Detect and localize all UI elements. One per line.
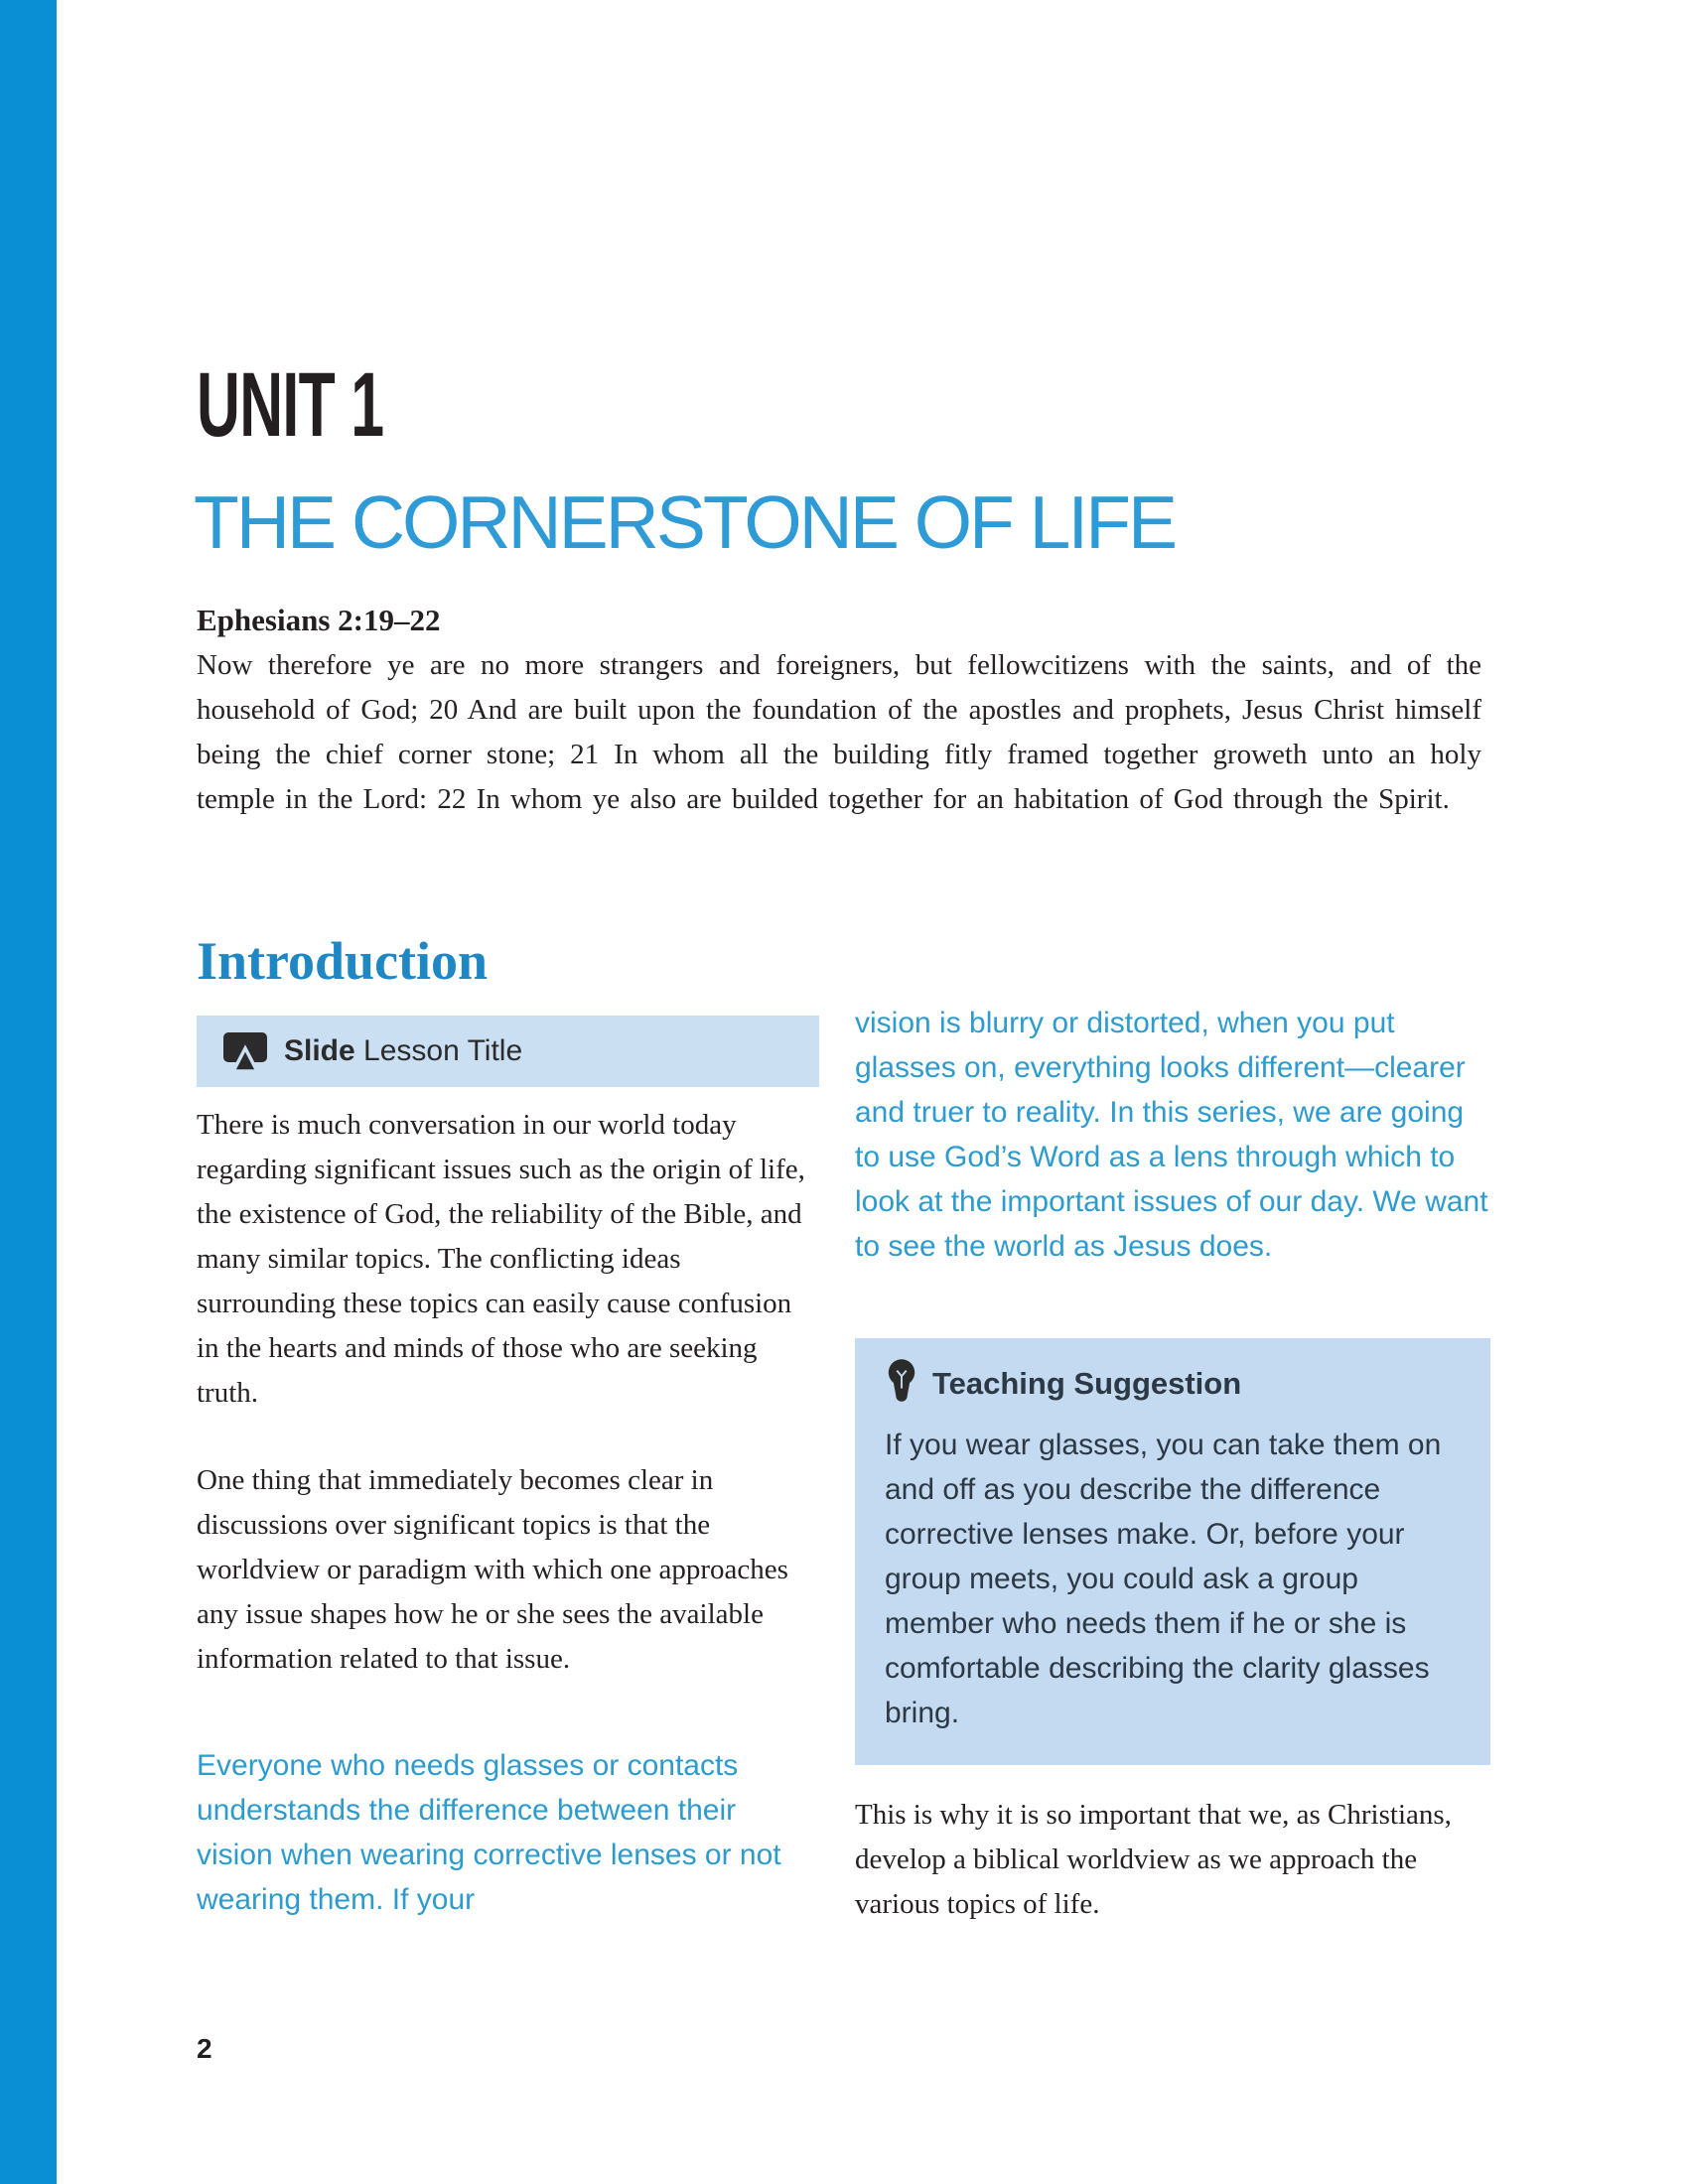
scripture-reference: Ephesians 2:19–22	[197, 603, 441, 637]
blue-illustration-paragraph-continued: vision is blurry or distorted, when you put glasses on, everything looks different—clearer and truer to reality. In this series, we are going to use God’s Word as a lens through which to look at the important issues of our day. We want to see the world as Jesus does.	[855, 1007, 1488, 1263]
airplay-slide-icon	[222, 1031, 268, 1071]
page-number: 2	[197, 2033, 212, 2064]
intro-paragraph-1: There is much conversation in our world today regarding significant issues such as the origin of life, the existence of God, the reliability of the Bible, and many similar topics. The conflicting ideas surrounding these topics can easily cause confusion in the hearts and minds of those who are seeking truth.	[197, 1109, 805, 1409]
spine-accent-bar	[0, 0, 57, 2184]
teaching-suggestion-callout	[855, 1338, 1490, 1765]
right-column	[855, 1001, 1490, 1927]
slide-banner	[197, 1016, 819, 1087]
blue-illustration-paragraph-start: Everyone who needs glasses or contacts understands the difference between their vision when wearing corrective lenses or not wearing them. If your	[197, 1749, 781, 1916]
left-column	[197, 1016, 819, 1922]
scripture-text: Now therefore ye are no more strangers and foreigners, but fellowcitizens with the saints, and of the household of God; 20 And are built upon the foundation of the apostles and prophets, Jesus Christ himself being the chief corner stone; 21 In whom all the building fitly framed together groweth unto an holy temple in the Lord: 22 In whom ye also are builded together for an habitation of God through the Spirit.	[197, 649, 1481, 815]
teaching-suggestion-title: Teaching Suggestion	[932, 1365, 1242, 1401]
unit-label: UNIT 1	[197, 354, 384, 456]
teaching-suggestion-body: If you wear glasses, you can take them on and off as you describe the difference corrective lenses make. Or, before your group meets, you could ask a group member who needs them if he or she is comfortable describing the clarity glasses bring.	[885, 1429, 1442, 1729]
slide-banner-keyword: Slide	[284, 1034, 355, 1067]
intro-paragraph-2: One thing that immediately becomes clear in discussions over significant topics is that the worldview or paradigm with which one approaches any issue shapes how he or she sees the available information related to that issue.	[197, 1464, 788, 1675]
closing-paragraph: This is why it is so important that we, as Christians, develop a biblical worldview as we approach the various topics of life.	[855, 1799, 1452, 1920]
slide-banner-label	[284, 1034, 522, 1068]
lightbulb-icon	[885, 1358, 918, 1409]
teaching-suggestion-header	[885, 1358, 1461, 1409]
unit-title: THE CORNERSTONE OF LIFE	[194, 480, 1176, 564]
section-heading-introduction: Introduction	[197, 931, 489, 991]
slide-banner-lesson-title: Lesson Title	[363, 1034, 523, 1067]
